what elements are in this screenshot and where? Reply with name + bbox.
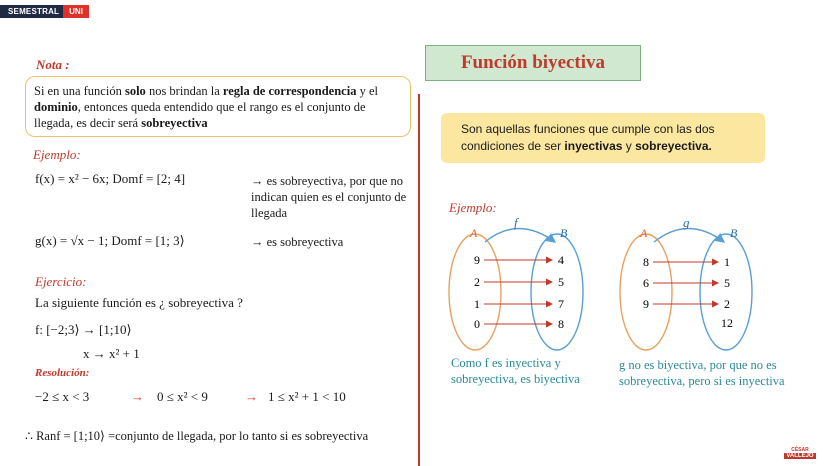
- example2-formula: g(x) = √x − 1; Domf = [1; 3⟩: [35, 233, 185, 248]
- function-name: f: [514, 215, 518, 230]
- set-a-ellipse: [620, 234, 672, 350]
- logo-line1: CÉSAR: [791, 447, 809, 453]
- diagram2-caption: g no es biyectiva, por que no es sobreyectiva, pero si es inyectiva: [619, 358, 785, 388]
- diagram-f: [440, 210, 590, 360]
- domain-values: [643, 255, 649, 311]
- codomain-values: [558, 253, 564, 331]
- ejemplo-label: Ejemplo:: [33, 147, 81, 162]
- codomain-value: 5: [724, 276, 730, 290]
- diagram-g: [610, 210, 760, 360]
- codomain-value: 4: [558, 253, 564, 267]
- nota-text: y el: [356, 84, 378, 98]
- codomain-value: 1: [724, 255, 730, 269]
- definition-box: [441, 113, 765, 163]
- domain-value: 6: [643, 276, 649, 290]
- domain-value: 1: [474, 297, 480, 311]
- conclusion: ∴ Ranf = [1;10⟩ =conjunto de llegada, por lo tanto si es sobreyectiva: [25, 429, 369, 443]
- section-title: Función biyectiva: [425, 45, 641, 81]
- semestral-badge: [0, 3, 89, 19]
- set-a-label: A: [640, 226, 648, 240]
- cesar-vallejo-logo: [782, 445, 818, 461]
- codomain-value: 8: [558, 317, 564, 331]
- domain-value: 9: [643, 297, 649, 311]
- set-b-ellipse: [700, 234, 752, 350]
- codomain-value: 7: [558, 297, 564, 311]
- example2-result: → es sobreyectiva: [251, 235, 344, 249]
- diagram1-caption: Como f es inyectiva y sobreyectiva, es biyectiva: [451, 356, 580, 386]
- resolucion-label: Resolución:: [35, 367, 90, 379]
- nota-label: Nota :: [36, 57, 70, 72]
- nota-bold: sobreyectiva: [141, 116, 208, 130]
- domain-value: 2: [474, 275, 480, 289]
- domain-value: 9: [474, 253, 480, 267]
- inequality-1: −2 ≤ x < 3: [35, 389, 90, 404]
- codomain-values: [721, 255, 733, 330]
- definition-bold: inyectivas: [564, 139, 623, 153]
- domain-value: 8: [643, 255, 649, 269]
- nota-text: Si en una función: [34, 84, 125, 98]
- set-b-label: B: [560, 226, 568, 240]
- codomain-value: 2: [724, 297, 730, 311]
- badge-brand: SEMESTRAL: [0, 5, 63, 18]
- set-a-ellipse: [449, 234, 501, 350]
- arrow-icon: →: [131, 389, 144, 404]
- example1-result: → es sobreyectiva, por que no indican quien es el conjunto de llegada: [251, 174, 407, 220]
- column-divider: [418, 94, 420, 466]
- ejemplo-label-right: Ejemplo:: [449, 200, 497, 215]
- domain-values: [474, 253, 480, 331]
- set-b-label: B: [730, 226, 738, 240]
- nota-bold: regla de correspondencia: [222, 84, 357, 98]
- mapping-arrows: [484, 260, 552, 324]
- function-definition: f: [−2;3⟩ → [1;10⟩: [35, 322, 132, 337]
- inequality-3: 1 ≤ x² + 1 < 10: [268, 389, 346, 404]
- codomain-value: 12: [721, 316, 733, 330]
- function-name: g: [683, 215, 690, 230]
- nota-text: nos brindan la: [145, 84, 223, 98]
- definition-text: Son aquellas funciones que cumple con las dos condiciones de ser: [461, 122, 715, 153]
- inequality-2: 0 ≤ x² < 9: [157, 389, 208, 404]
- example1-formula: f(x) = x² − 6x; Domf = [2; 4]: [35, 171, 186, 186]
- nota-box: [25, 76, 411, 137]
- definition-text: y: [622, 139, 636, 153]
- definition-bold: sobreyectiva.: [635, 139, 712, 153]
- nota-bold: dominio: [34, 100, 78, 114]
- domain-value: 0: [474, 317, 480, 331]
- mapping-arrows: [653, 262, 718, 304]
- ejercicio-question: La siguiente función es ¿ sobreyectiva ?: [35, 295, 243, 310]
- set-b-ellipse: [531, 234, 583, 350]
- arrow-icon: →: [245, 389, 258, 404]
- nota-bold: solo: [124, 84, 146, 98]
- set-a-label: A: [470, 226, 478, 240]
- function-rule: x → x² + 1: [83, 346, 140, 361]
- badge-uni: UNI: [63, 5, 89, 18]
- codomain-value: 5: [558, 275, 564, 289]
- nota-text: , entonces queda entendido que el rango es el conjunto de llegada, es decir será: [34, 100, 366, 130]
- logo-line2: VALLEJO: [786, 453, 814, 459]
- ejercicio-label: Ejercicio:: [35, 274, 87, 289]
